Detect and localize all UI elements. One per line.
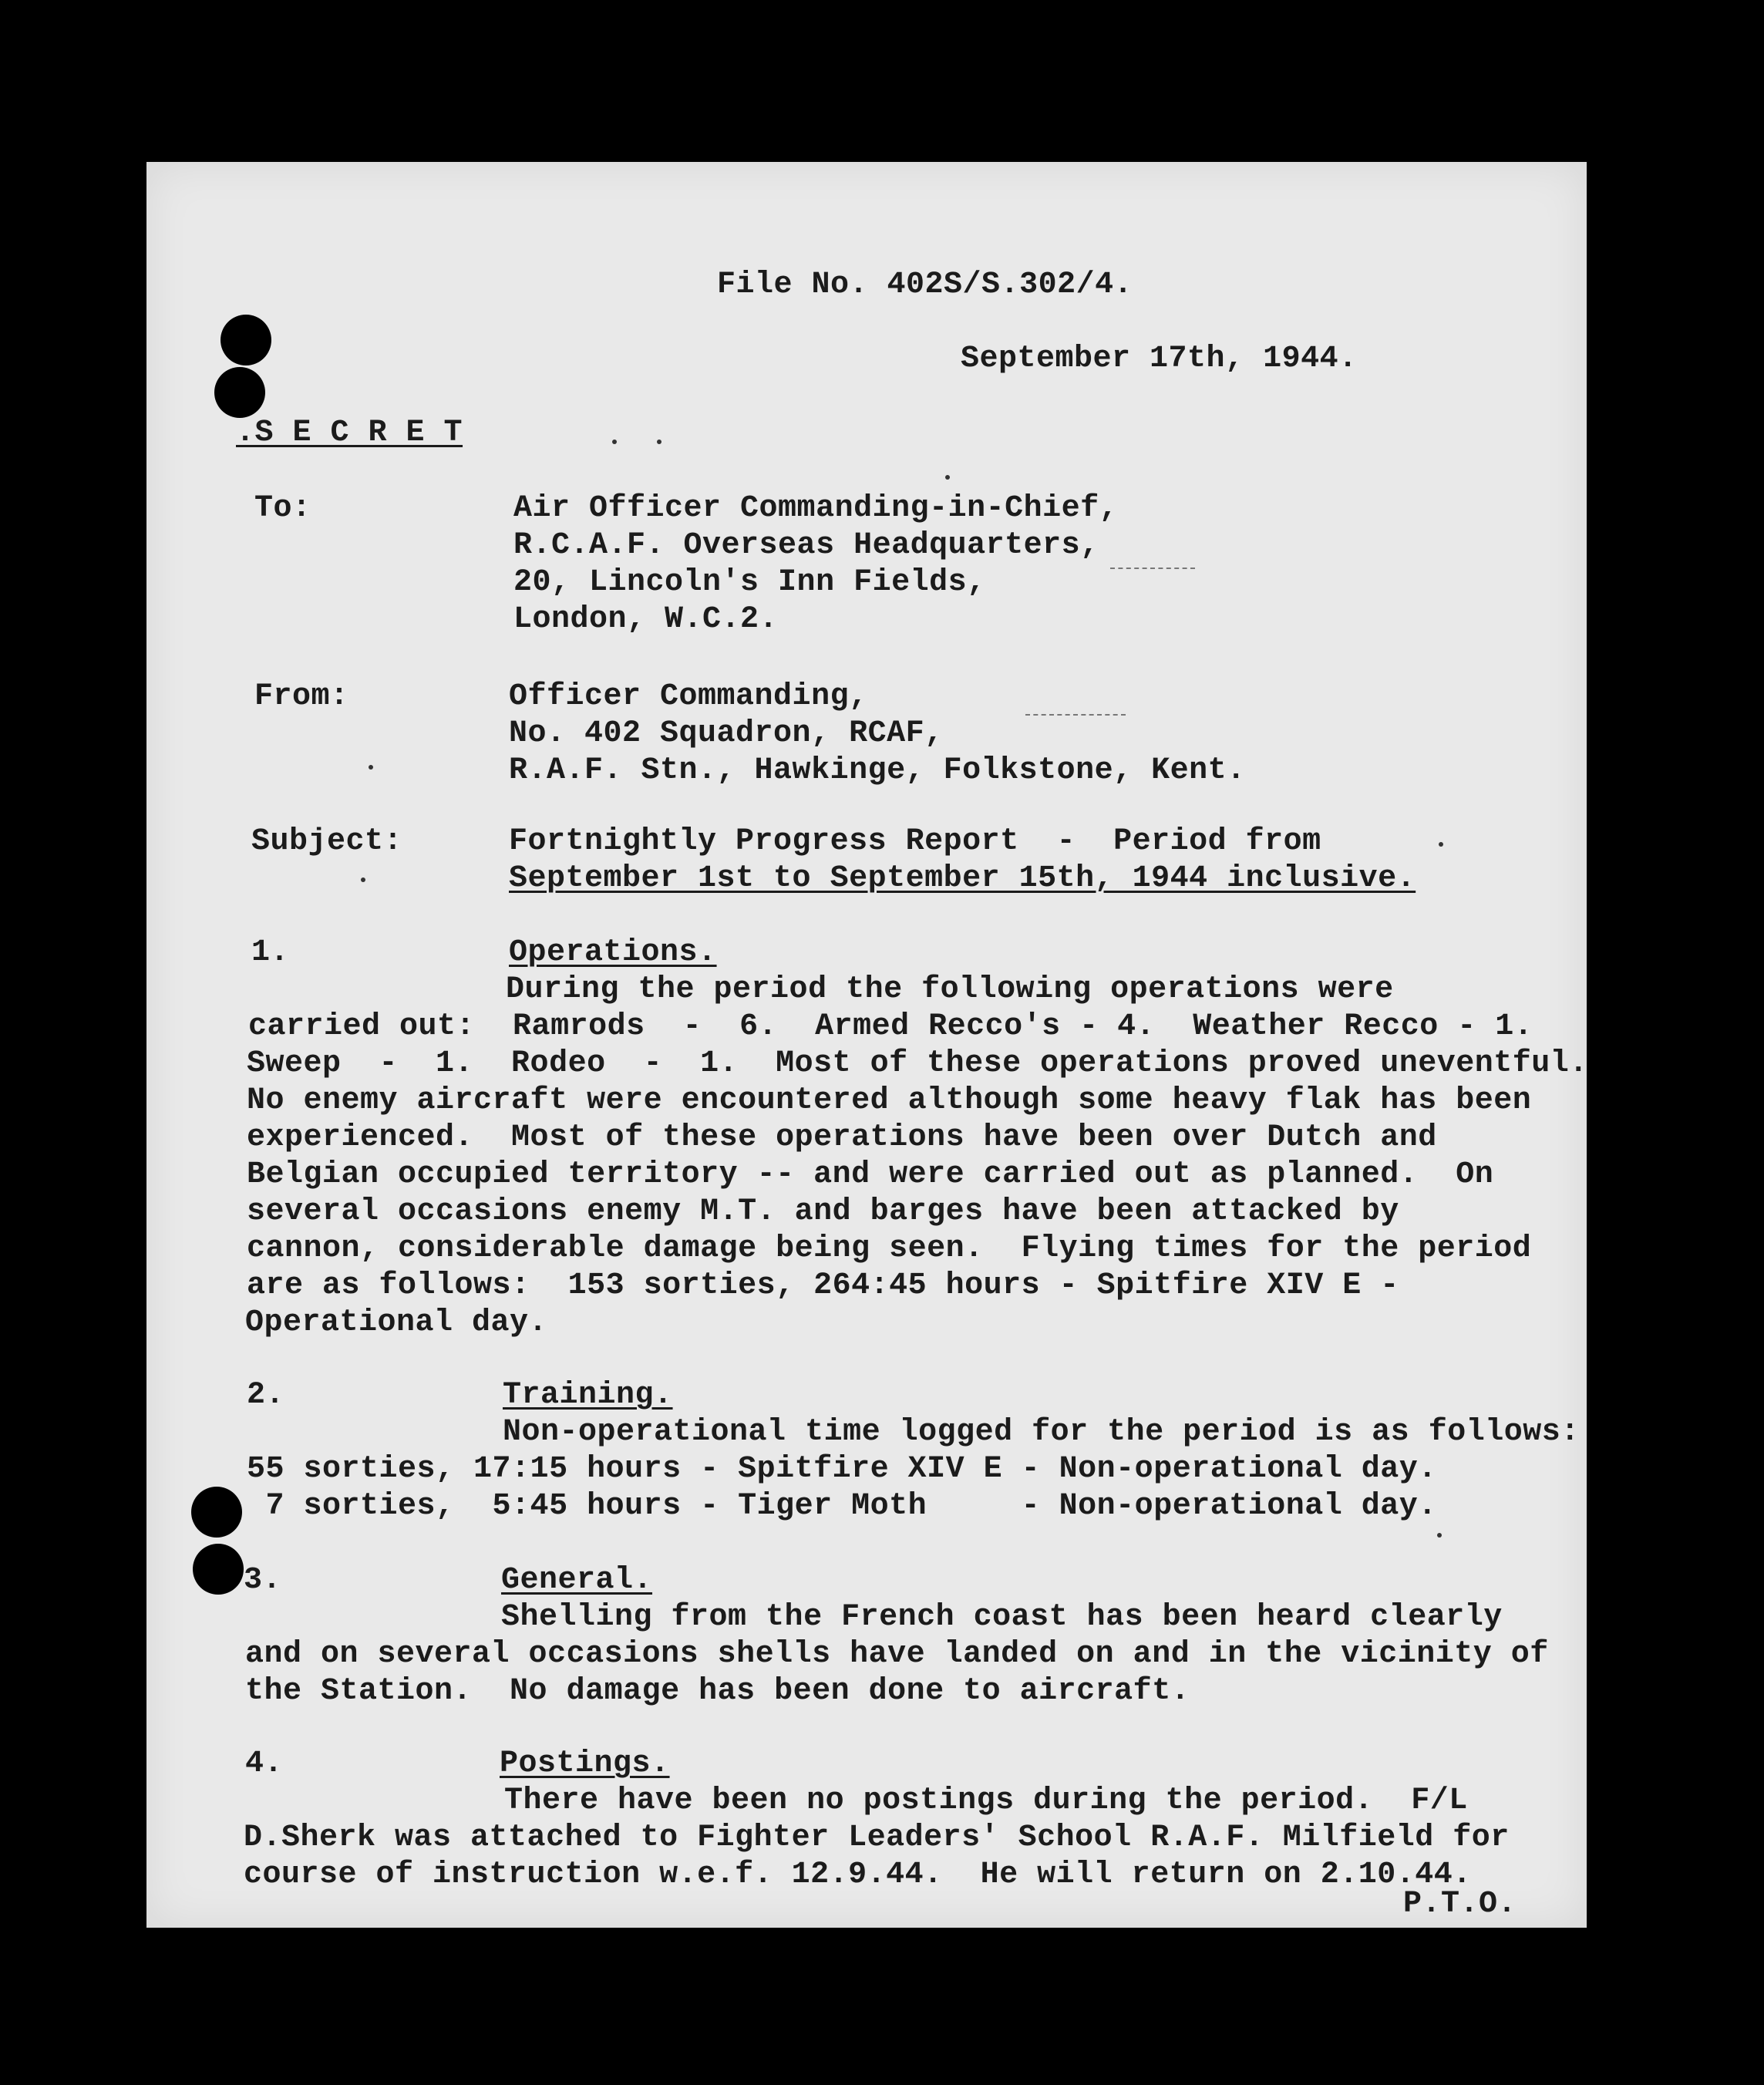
subject-label: Subject:: [251, 824, 403, 859]
speck: [945, 475, 950, 480]
body-line: course of instruction w.e.f. 12.9.44. He will return on 2.10.44.: [244, 1858, 1472, 1892]
to-line: Air Officer Commanding-in-Chief,: [513, 491, 1119, 526]
pto-note: P.T.O.: [1403, 1887, 1517, 1922]
body-line: D.Sherk was attached to Fighter Leaders' School R.A.F. Milfield for: [244, 1821, 1510, 1855]
body-line: 7 sorties, 5:45 hours - Tiger Moth - Non-operational day.: [247, 1489, 1437, 1524]
document-date: September 17th, 1944.: [961, 342, 1358, 376]
body-line: Non-operational time logged for the period is as follows:: [503, 1415, 1580, 1450]
body-line: carried out: Ramrods - 6. Armed Recco's - 4. Weather Recco - 1.: [248, 1009, 1533, 1044]
body-line: Operational day.: [245, 1305, 548, 1340]
body-line: Sweep - 1. Rodeo - 1. Most of these operations proved uneventful.: [247, 1046, 1588, 1081]
to-line: R.C.A.F. Overseas Headquarters,: [513, 528, 1099, 563]
subject-line: September 1st to September 15th, 1944 inclusive.: [509, 861, 1416, 896]
file-number: File No. 402S/S.302/4.: [717, 268, 1133, 302]
body-line: experienced. Most of these operations have been over Dutch and: [247, 1120, 1437, 1155]
body-line: are as follows: 153 sorties, 264:45 hours - Spitfire XIV E -: [247, 1268, 1399, 1303]
body-line: No enemy aircraft were encountered although some heavy flak has been: [247, 1083, 1532, 1118]
from-line: Officer Commanding,: [509, 679, 868, 714]
from-label: From:: [254, 679, 349, 714]
faint-mark: [1025, 714, 1126, 716]
punch-hole: [220, 315, 271, 365]
body-line: 55 sorties, 17:15 hours - Spitfire XIV E - Non-operational day.: [247, 1452, 1437, 1487]
body-line: There have been no postings during the period. F/L: [504, 1784, 1468, 1818]
section-heading: Postings.: [500, 1746, 670, 1781]
punch-hole: [193, 1544, 244, 1595]
to-line: London, W.C.2.: [513, 602, 779, 637]
speck: [1437, 1533, 1442, 1538]
section-number: 2.: [247, 1378, 285, 1413]
punch-hole: [214, 367, 265, 418]
section-number: 3.: [244, 1563, 282, 1598]
body-line: Shelling from the French coast has been heard clearly: [501, 1600, 1503, 1635]
section-heading: Operations.: [509, 935, 717, 970]
to-label: To:: [254, 491, 311, 526]
speck: [612, 440, 617, 444]
body-line: and on several occasions shells have landed on and in the vicinity of: [245, 1637, 1549, 1672]
body-line: During the period the following operations were: [506, 972, 1394, 1007]
to-line: 20, Lincoln's Inn Fields,: [513, 565, 986, 600]
speck: [657, 440, 662, 444]
section-number: 4.: [245, 1746, 284, 1781]
faint-mark: [1110, 568, 1195, 569]
speck: [361, 877, 365, 882]
section-heading: Training.: [503, 1378, 673, 1413]
body-line: Belgian occupied territory -- and were carried out as planned. On: [247, 1157, 1494, 1192]
body-line: several occasions enemy M.T. and barges have been attacked by: [247, 1194, 1399, 1229]
from-line: R.A.F. Stn., Hawkinge, Folkstone, Kent.: [509, 753, 1246, 788]
body-line: the Station. No damage has been done to aircraft.: [245, 1674, 1190, 1709]
section-heading: General.: [501, 1563, 653, 1598]
speck: [369, 765, 373, 770]
subject-line: Fortnightly Progress Report - Period from: [509, 824, 1321, 859]
punch-hole: [191, 1487, 242, 1538]
speck: [1439, 842, 1443, 847]
from-line: No. 402 Squadron, RCAF,: [509, 716, 944, 751]
classification-label: .S E C R E T: [236, 416, 463, 450]
section-number: 1.: [251, 935, 290, 970]
body-line: cannon, considerable damage being seen. Flying times for the period: [247, 1231, 1532, 1266]
